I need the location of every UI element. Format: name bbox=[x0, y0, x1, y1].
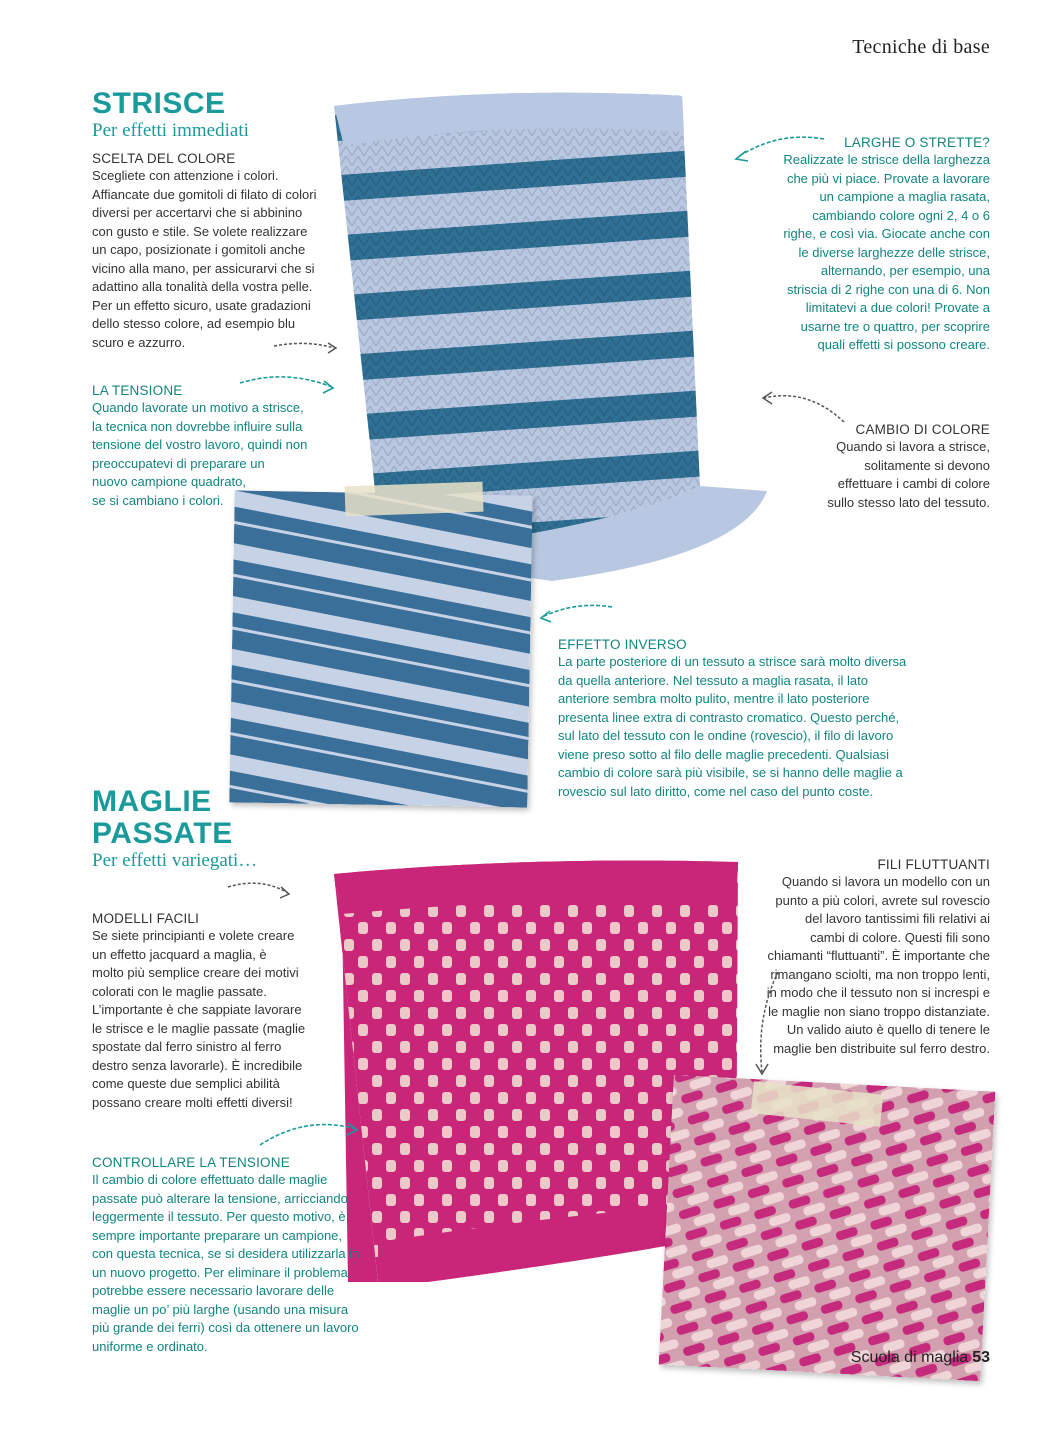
running-header: Tecniche di base bbox=[852, 36, 990, 58]
maglie-title-2: PASSATE bbox=[92, 817, 233, 850]
tensione-heading: LA TENSIONE bbox=[92, 383, 183, 398]
scelta-text: Scegliete con attenzione i colori. Affiancate due gomitoli di filato di colori diversi per accertarvi che si abbinino con gusto e stile. Se volete realizzare un capo, posizionate i gomitoli anche vicino alla mano, per assicurarvi che si adattino alla tonalità della vostra pelle. Per un effetto sicuro, usate gradazioni dello stesso colore, ad esempio blu scuro e azzurro. bbox=[92, 168, 317, 350]
inverso-heading: EFFETTO INVERSO bbox=[558, 637, 687, 652]
controllare-heading: CONTROLLARE LA TENSIONE bbox=[92, 1155, 290, 1170]
facili-heading: MODELLI FACILI bbox=[92, 911, 200, 926]
arrow-icon bbox=[226, 877, 296, 907]
fili-text: Quando si lavora un modello con un punto a più colori, avrete sul rovescio del lavoro tantissimi fili relativi ai cambi di colore. Questi fili sono chiamanti “fluttuanti”. È importante che rimangano sciolti, ma non troppo lenti, in modo che il tessuto non si increspi e le maglie non siano troppo distanziate. Un valido aiuto è quello di tenere le maglie ben distribuite sul ferro destro. bbox=[766, 874, 990, 1056]
page-footer bbox=[851, 1349, 990, 1367]
magazine-name: Scuola di maglia bbox=[850, 1349, 969, 1366]
arrow-icon bbox=[748, 968, 788, 1078]
arrow-icon bbox=[758, 388, 848, 428]
arrow-icon bbox=[272, 338, 342, 358]
arrow-icon bbox=[536, 601, 616, 631]
cambio-heading: CAMBIO DI COLORE bbox=[855, 422, 990, 437]
reverse-stripes-photo bbox=[229, 490, 532, 807]
controllare-tensione-block bbox=[92, 1155, 362, 1356]
facili-text: Se siete principianti e volete creare un effetto jacquard a maglia, è molto più semplice creare dei motivi colorati con le maglie passate. L’importante è che sappiate lavorare le strisce e le maglie passate (maglie spostate dal ferro sinistro al ferro destro senza lavorarle). È incredibile come queste due semplici abilità possano creare molti effetti diversi! bbox=[92, 928, 306, 1110]
larghe-text: Realizzate le strisce della larghezza che più vi piace. Provate a lavorare un campione a maglia rasata, cambiando colore ogni 2, 4 o 6 righe, e così via. Giocate anche con le diverse larghezze delle strisce, alternando, per esempio, una striscia di 2 righe con una di 6. Non limitatevi a due colori! Provate a usarne tre o quattro, per scoprire quali effetti si possono creare. bbox=[783, 152, 990, 352]
scelta-heading: SCELTA DEL COLORE bbox=[92, 151, 236, 166]
arrow-icon bbox=[728, 131, 828, 171]
scelta-colore-block bbox=[92, 151, 332, 352]
page-number: 53 bbox=[972, 1349, 990, 1366]
larghe-heading: LARGHE O STRETTE? bbox=[844, 135, 990, 150]
section-title-strisce bbox=[92, 88, 249, 142]
maglie-subtitle: Per effetti variegati… bbox=[92, 850, 258, 871]
arrow-icon bbox=[256, 1115, 366, 1155]
cambio-colore-block bbox=[770, 422, 990, 512]
maglie-title-1: MAGLIE bbox=[92, 785, 212, 818]
section-title-maglie bbox=[92, 786, 257, 872]
cambio-text: Quando si lavora a strisce, solitamente si devono effettuare i cambi di colore sullo stesso lato del tessuto. bbox=[827, 439, 990, 510]
tensione-text: Quando lavorate un motivo a strisce, la tecnica non dovrebbe influire sulla tensione del vostro lavoro, quindi non preoccupatevi di preparare un nuovo campione quadrato, se si cambiano i colori. bbox=[92, 400, 308, 508]
inverso-text: La parte posteriore di un tessuto a strisce sarà molto diversa da quella anteriore. Nel tessuto a maglia rasata, il lato anteriore sembra molto pulito, mentre il lato posteriore presenta linee extra di contrasto cromatico. Questo perché, sul lato del tessuto con le ondine (rovescio), il filo di lavoro viene preso sotto al filo delle maglie precedenti. Qualsiasi cambio di colore sarà più visibile, se si hanno delle maglie a rovescio sul lato diritto, come nel caso del punto coste. bbox=[558, 654, 907, 799]
tape-strip bbox=[345, 482, 484, 517]
strisce-subtitle: Per effetti immediati bbox=[92, 120, 249, 141]
fili-heading: FILI FLUTTUANTI bbox=[877, 857, 990, 872]
strisce-title: STRISCE bbox=[92, 87, 226, 120]
arrow-icon bbox=[236, 373, 346, 403]
controllare-text: Il cambio di colore effettuato dalle maglie passate può alterare la tensione, arricciando leggermente il tessuto. Per questo motivo, è sempre importante preparare un campione, con questa tecnica, se si desidera utilizzarla in un nuovo progetto. Per eliminare il problema, potrebbe essere necessario lavorare delle maglie un po’ più larghe (usando una misura più grande dei ferri) così da ottenere un lavoro uniforme e ordinato. bbox=[92, 1172, 360, 1354]
modelli-facili-block bbox=[92, 911, 332, 1112]
effetto-inverso-block bbox=[558, 637, 938, 801]
